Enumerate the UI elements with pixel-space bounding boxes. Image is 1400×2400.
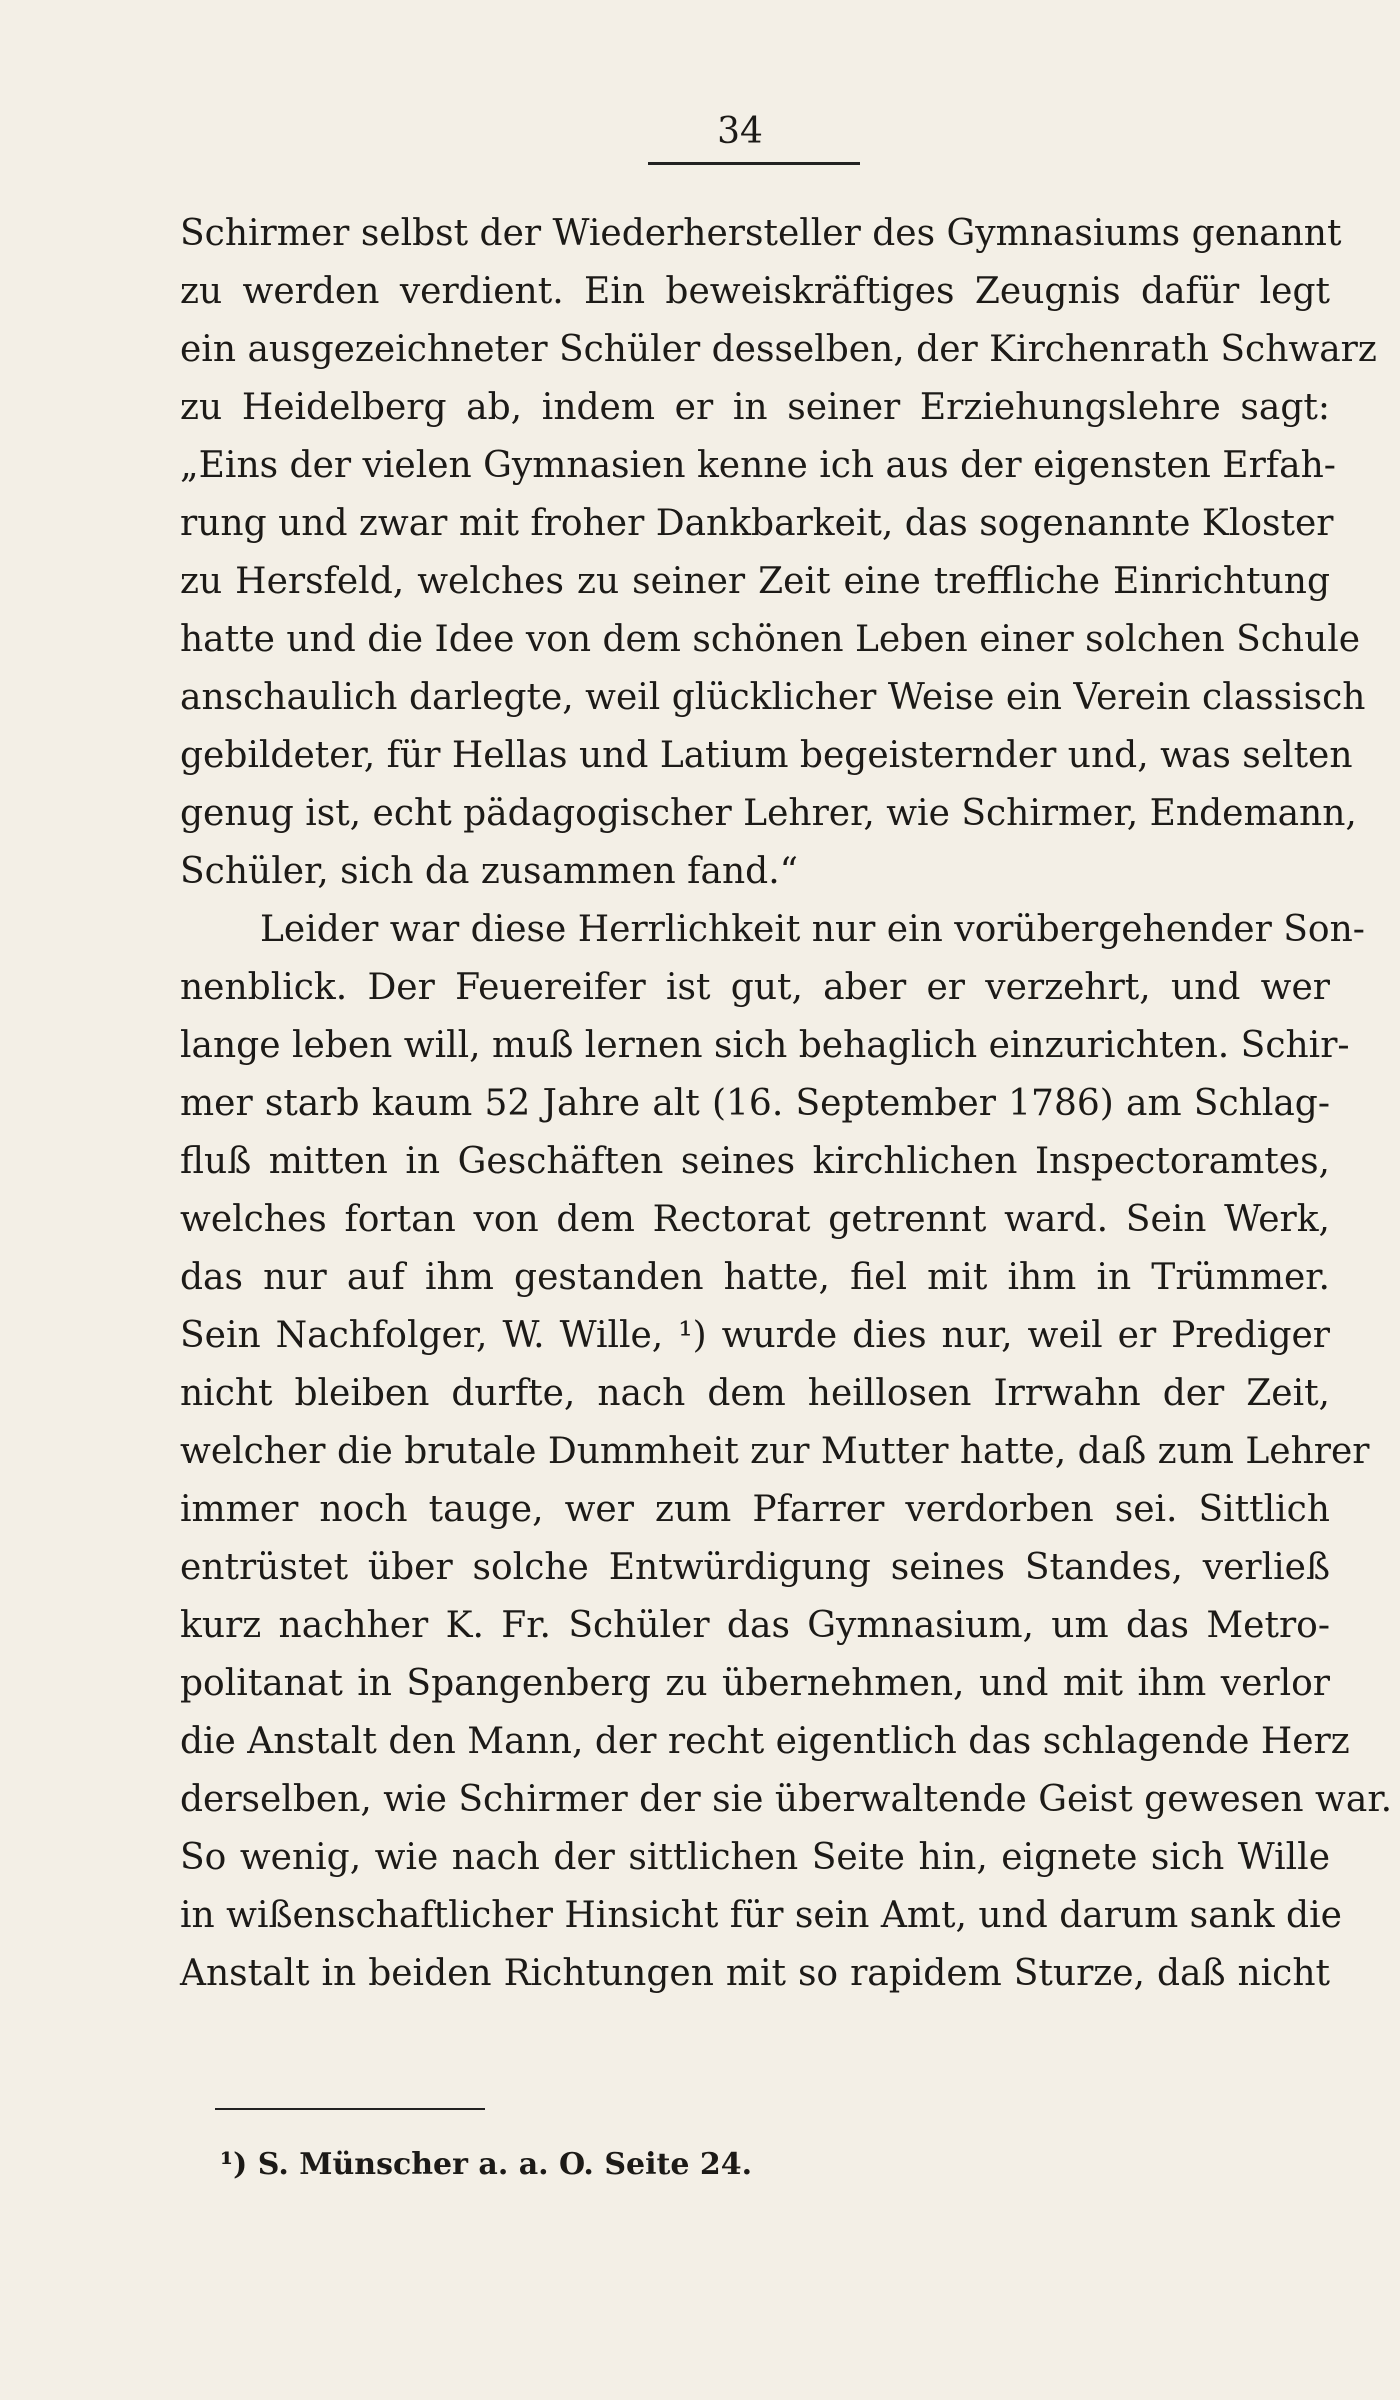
text-line: politanat in Spangenberg zu übernehmen, und mit ihm verlor [180, 1663, 1330, 1704]
body-text [180, 205, 1393, 2003]
text-line: mer starb kaum 52 Jahre alt (16. September 1786) am Schlag- [180, 1083, 1330, 1124]
text-line: Sein Nachfolger, W. Wille, ¹) wurde dies nur, weil er Prediger [180, 1315, 1330, 1356]
text-line: zu werden verdient. Ein beweiskräftiges Zeugnis dafür legt [180, 271, 1330, 312]
text-line: ein ausgezeichneter Schüler desselben, der Kirchenrath Schwarz [180, 329, 1377, 370]
footnote: ¹) S. Münscher a. a. O. Seite 24. [220, 2147, 753, 2182]
text-line: zu Hersfeld, welches zu seiner Zeit eine treffliche Einrichtung [180, 561, 1330, 602]
page-number: 34 [717, 111, 763, 152]
text-line: hatte und die Idee von dem schönen Leben einer solchen Schule [180, 619, 1361, 660]
text-line: zu Heidelberg ab, indem er in seiner Erziehungslehre sagt: [180, 387, 1330, 428]
text-line: entrüstet über solche Entwürdigung seines Standes, verließ [180, 1547, 1330, 1588]
text-line: das nur auf ihm gestanden hatte, fiel mit ihm in Trümmer. [180, 1257, 1330, 1298]
footnote-rule [215, 2108, 485, 2110]
text-line: derselben, wie Schirmer der sie überwaltende Geist gewesen war. [180, 1779, 1393, 1820]
text-line: rung und zwar mit froher Dankbarkeit, das sogenannte Kloster [180, 503, 1334, 544]
text-line: „Eins der vielen Gymnasien kenne ich aus der eigensten Erfah- [180, 445, 1336, 486]
text-line: anschaulich darlegte, weil glücklicher Weise ein Verein classisch [180, 677, 1366, 718]
text-line: Leider war diese Herrlichkeit nur ein vorübergehender Son- [260, 909, 1365, 950]
text-line: immer noch tauge, wer zum Pfarrer verdorben sei. Sittlich [180, 1489, 1330, 1530]
text-line: welches fortan von dem Rectorat getrennt ward. Sein Werk, [180, 1199, 1330, 1240]
text-line: lange leben will, muß lernen sich behaglich einzurichten. Schir- [180, 1025, 1350, 1066]
text-line: nicht bleiben durfte, nach dem heillosen Irrwahn der Zeit, [180, 1373, 1330, 1414]
text-line: gebildeter, für Hellas und Latium begeisternder und, was selten [180, 735, 1353, 776]
text-line: Schüler, sich da zusammen fand.“ [180, 851, 799, 892]
text-line: So wenig, wie nach der sittlichen Seite hin, eignete sich Wille [180, 1837, 1330, 1878]
text-line: kurz nachher K. Fr. Schüler das Gymnasium, um das Metro- [180, 1605, 1330, 1646]
text-line: Anstalt in beiden Richtungen mit so rapidem Sturze, daß nicht [180, 1953, 1330, 1994]
text-line: Schirmer selbst der Wiederhersteller des Gymnasiums genannt [180, 213, 1342, 254]
text-line: in wißenschaftlicher Hinsicht für sein Amt, und darum sank die [180, 1895, 1342, 1936]
text-line: genug ist, echt pädagogischer Lehrer, wie Schirmer, Endemann, [180, 793, 1357, 834]
text-line: nenblick. Der Feuereifer ist gut, aber er verzehrt, und wer [180, 967, 1330, 1008]
text-line: welcher die brutale Dummheit zur Mutter hatte, daß zum Lehrer [180, 1431, 1370, 1472]
header-rule [648, 162, 860, 165]
text-line: fluß mitten in Geschäften seines kirchlichen Inspectoramtes, [180, 1141, 1330, 1182]
text-line: die Anstalt den Mann, der recht eigentlich das schlagende Herz [180, 1721, 1350, 1762]
